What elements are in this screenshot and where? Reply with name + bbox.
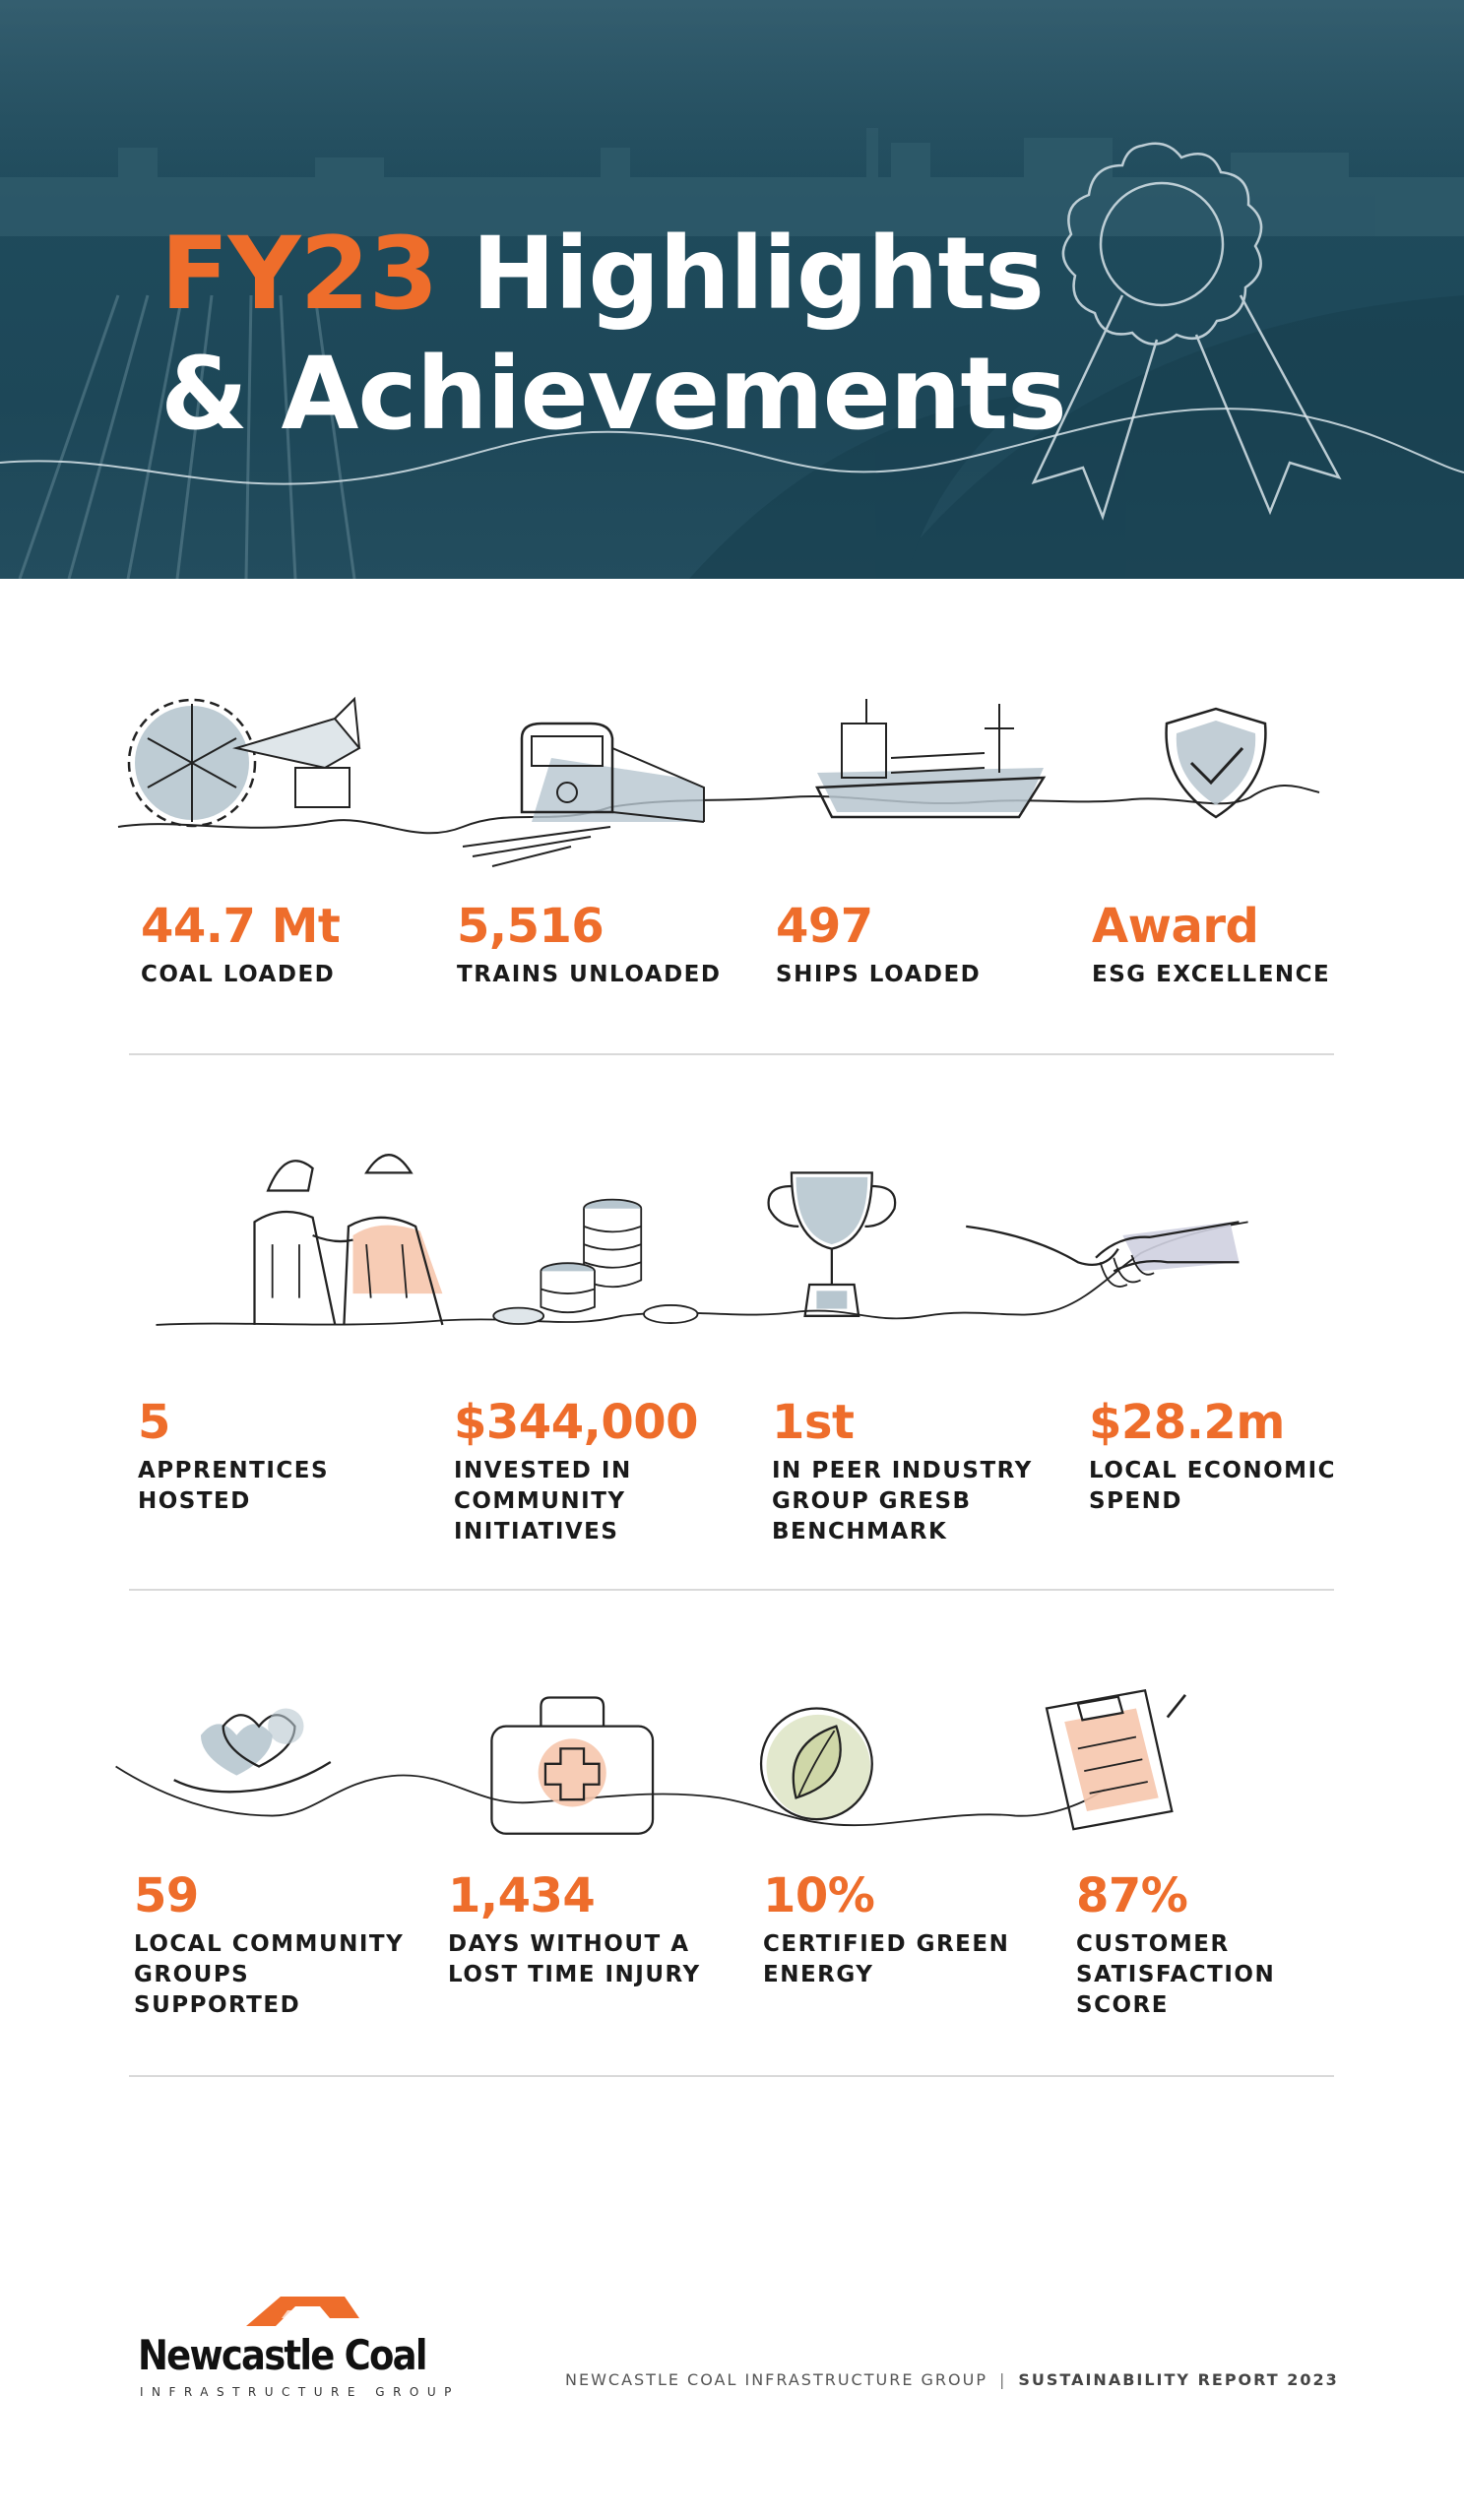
stat-label: COAL LOADED (141, 962, 336, 987)
first-aid-kit-icon (491, 1698, 653, 1834)
coins-icon (493, 1200, 697, 1324)
train-icon (463, 724, 704, 866)
coal-reclaimer-icon (129, 699, 359, 826)
footer-separator: | (998, 2370, 1007, 2389)
trophy-icon (769, 1172, 896, 1315)
stat-label: SHIPS LOADED (776, 962, 982, 987)
logo-roof-icon (236, 2289, 364, 2328)
workers-icon (255, 1155, 443, 1325)
stat-label: APPRENTICES HOSTED (138, 1458, 330, 1514)
stat-value: 44.7 Mt (141, 899, 341, 954)
stat-value: 1,434 (448, 1868, 596, 1923)
stat-esg-award (1092, 899, 1377, 990)
stat-label: CUSTOMER SATISFACTION SCORE (1076, 1931, 1276, 2018)
logo-subtitle: INFRASTRUCTURE GROUP (140, 2385, 460, 2399)
stat-days-without-injury (448, 1868, 733, 1990)
stat-green-energy (763, 1868, 1049, 1990)
stat-label: INVESTED IN COMMUNITY INITIATIVES (454, 1458, 632, 1544)
page-title (160, 215, 1066, 455)
stat-apprentices (138, 1395, 423, 1517)
stat-value: 59 (134, 1868, 199, 1923)
stat-label: ESG EXCELLENCE (1092, 962, 1331, 987)
stat-community-groups (134, 1868, 419, 2021)
stat-value: 5 (138, 1395, 170, 1450)
ship-icon (817, 699, 1044, 817)
stat-label: LOCAL ECONOMIC SPEND (1089, 1458, 1336, 1514)
stat-customer-satisfaction (1076, 1868, 1362, 2021)
footer-report: SUSTAINABILITY REPORT 2023 (1018, 2370, 1339, 2389)
divider (129, 2075, 1334, 2077)
divider (129, 1589, 1334, 1591)
stat-label: IN PEER INDUSTRY GROUP GRESB BENCHMARK (772, 1458, 1033, 1544)
hand-hearts-icon (174, 1708, 331, 1792)
stat-value: Award (1092, 899, 1259, 954)
handshake-icon (966, 1222, 1239, 1287)
header-banner (0, 0, 1464, 579)
stat-value: 497 (776, 899, 873, 954)
stat-label: DAYS WITHOUT A LOST TIME INJURY (448, 1931, 701, 1987)
leaf-icon (761, 1708, 872, 1819)
logo-name: Newcastle Coal (138, 2331, 426, 2379)
stat-value: 1st (772, 1395, 855, 1450)
company-logo (138, 2289, 460, 2407)
stat-label: CERTIFIED GREEN ENERGY (763, 1931, 1010, 1987)
stat-value: 5,516 (457, 899, 605, 954)
footer-org: NEWCASTLE COAL INFRASTRUCTURE GROUP (565, 2370, 987, 2389)
row3-illustrations (0, 1664, 1464, 1860)
stat-local-spend (1089, 1395, 1374, 1517)
title-accent: FY23 (160, 216, 438, 333)
stat-value: 87% (1076, 1868, 1188, 1923)
footer-caption (565, 2370, 1339, 2389)
row2-illustrations (0, 1137, 1464, 1334)
stat-gresb-benchmark (772, 1395, 1057, 1547)
stat-community-investment (454, 1395, 739, 1547)
title-line1: Highlights (437, 216, 1044, 333)
stat-value: 10% (763, 1868, 875, 1923)
divider (129, 1053, 1334, 1055)
stat-coal-loaded (141, 899, 426, 990)
title-line2: & Achievements (160, 336, 1066, 453)
stat-value: $344,000 (454, 1395, 699, 1450)
row1-illustrations (0, 679, 1464, 876)
stat-value: $28.2m (1089, 1395, 1285, 1450)
stat-trains-unloaded (457, 899, 742, 990)
stat-label: LOCAL COMMUNITY GROUPS SUPPORTED (134, 1931, 405, 2018)
stat-ships-loaded (776, 899, 1061, 990)
stat-label: TRAINS UNLOADED (457, 962, 722, 987)
